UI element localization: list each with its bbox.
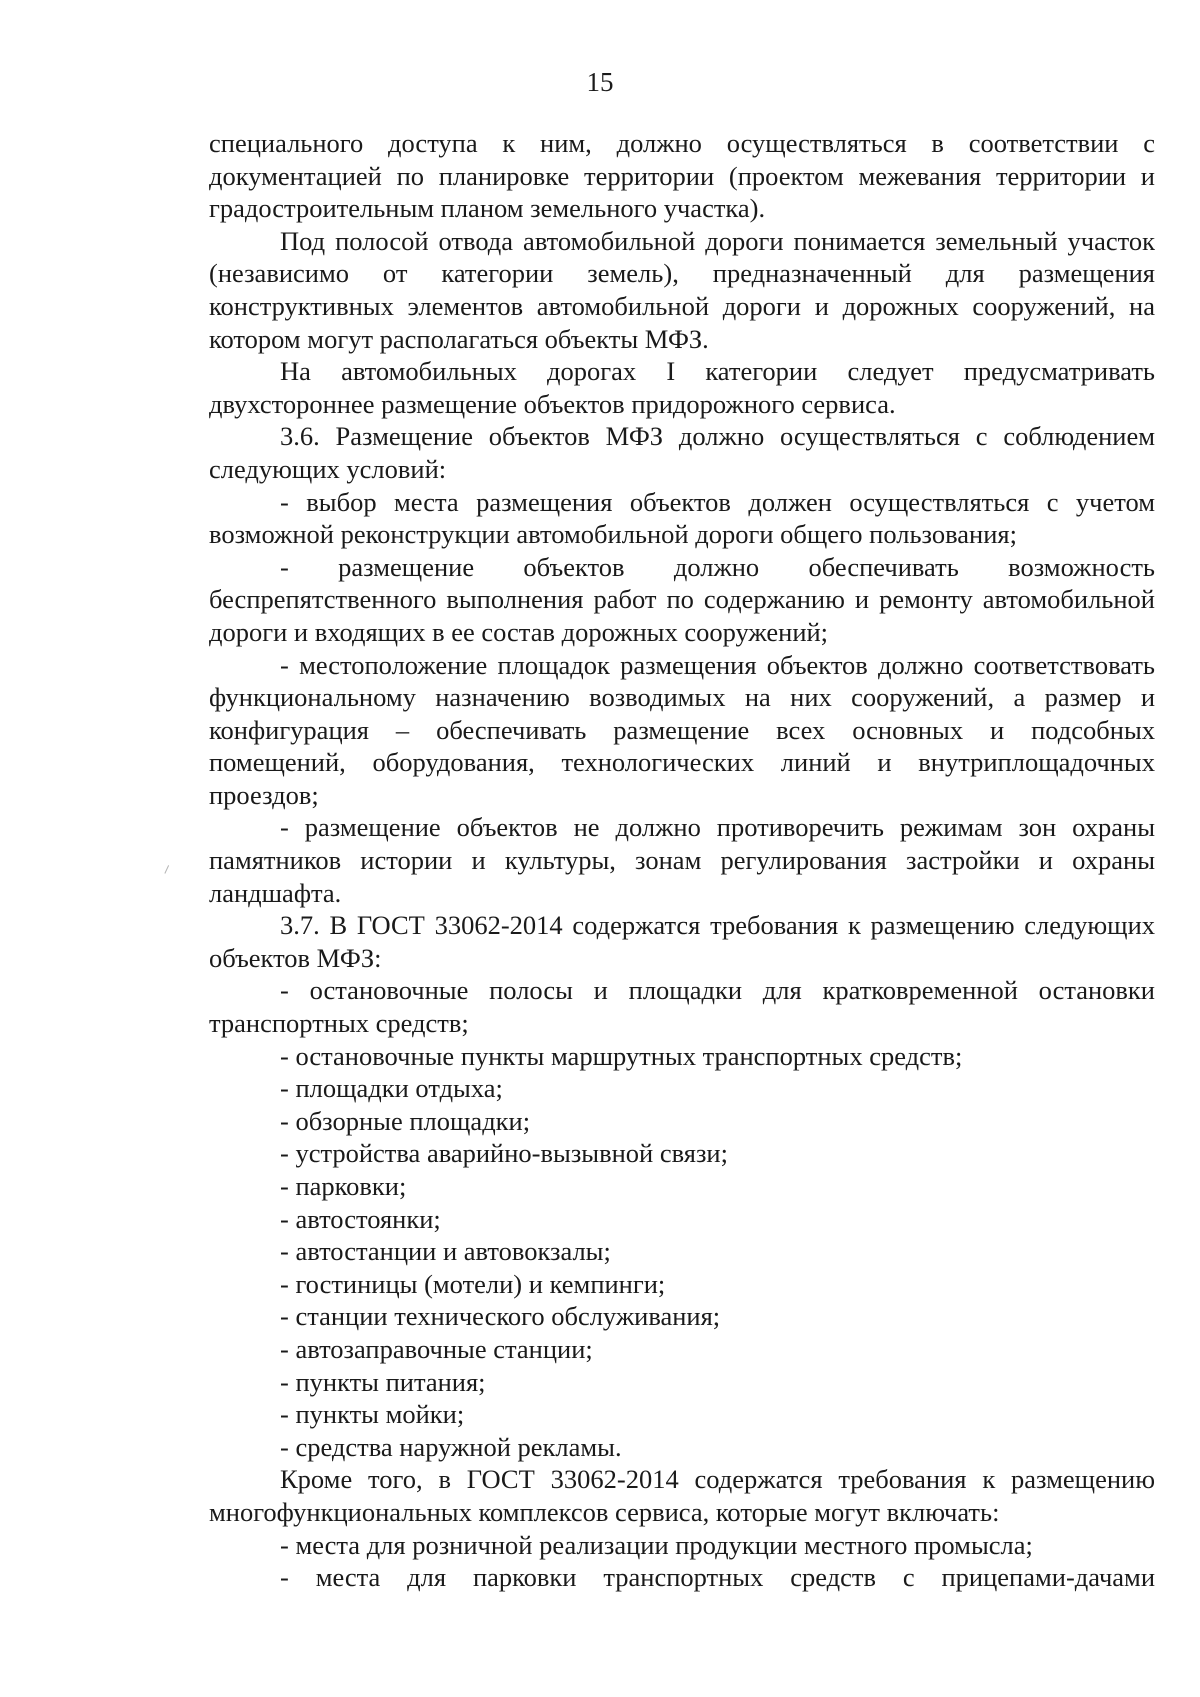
- paragraph-category-i-roads: На автомобильных дорогах I категории следует предусматривать двухстороннее размещение объектов придорожного сервиса.: [209, 356, 1155, 419]
- paragraph-complexes: Кроме того, в ГОСТ 33062-2014 содержатся требования к размещению многофункциональных комплексов сервиса, которые могут включать:: [209, 1464, 1155, 1527]
- scan-mark: [164, 865, 173, 876]
- object-list-item: - пункты питания;: [280, 1366, 486, 1397]
- object-list-item: - обзорные площадки;: [280, 1105, 531, 1136]
- object-list-item: - остановочные полосы и площадки для кратковременной остановки транспортных средств;: [209, 975, 1155, 1039]
- paragraph-continuation: специального доступа к ним, должно осуществляться в соответствии с документацией по планировке территории (проектом межевания территории и градостроительным планом земельного участка).: [209, 128, 1155, 224]
- paragraph-right-of-way: Под полосой отвода автомобильной дороги понимается земельный участок (независимо от категории земель), предназначенный для размещения конструктивных элементов автомобильной дороги и дорожных сооружений, на котором могут располагаться объекты МФЗ.: [209, 225, 1155, 354]
- object-list-item: - пункты мойки;: [280, 1399, 465, 1430]
- condition-item: - выбор места размещения объектов должен осуществляться с учетом возможной реконструкции автомобильной дороги общего пользования;: [209, 486, 1155, 550]
- complex-item: - места для парковки транспортных средств с прицепами-дачами: [280, 1562, 1155, 1593]
- object-list-item: - гостиницы (мотели) и кемпинги;: [280, 1268, 666, 1299]
- object-list-item: - станции технического обслуживания;: [280, 1301, 721, 1332]
- condition-item: - размещение объектов должно обеспечивать возможность беспрепятственного выполнения работ по содержанию и ремонту автомобильной дороги и входящих в ее состав дорожных сооружений;: [209, 551, 1155, 647]
- paragraph-section-3-6: 3.6. Размещение объектов МФЗ должно осуществляться с соблюдением следующих условий:: [209, 421, 1155, 484]
- object-list-item: - устройства аварийно-вызывной связи;: [280, 1138, 728, 1169]
- object-list-item: - автостанции и автовокзалы;: [280, 1236, 611, 1267]
- condition-item: - местоположение площадок размещения объектов должно соответствовать функциональному назначению возводимых на них сооружений, а размер и конфигурация – обеспечивать размещение всех основных и подсобных помещений, оборудования, технологических линий и внутриплощадочных проездов;: [209, 649, 1155, 810]
- page-number: 15: [586, 67, 614, 97]
- complex-item: - места для розничной реализации продукции местного промысла;: [280, 1529, 1033, 1560]
- paragraph-section-3-7: 3.7. В ГОСТ 33062-2014 содержатся требования к размещению следующих объектов МФЗ:: [209, 910, 1155, 973]
- object-list-item: - средства наружной рекламы.: [280, 1431, 622, 1462]
- object-list-item: - автозаправочные станции;: [280, 1333, 593, 1364]
- objects-list: [209, 1040, 1155, 1464]
- object-list-item: - автостоянки;: [280, 1203, 441, 1234]
- object-list-item: - остановочные пункты маршрутных транспортных средств;: [280, 1040, 963, 1071]
- object-list-item: - парковки;: [280, 1171, 407, 1201]
- object-list-item: - площадки отдыха;: [280, 1073, 503, 1104]
- condition-item: - размещение объектов не должно противоречить режимам зон охраны памятников истории и культуры, зонам регулирования застройки и охраны ландшафта.: [209, 812, 1155, 908]
- document-body: [209, 127, 1155, 1594]
